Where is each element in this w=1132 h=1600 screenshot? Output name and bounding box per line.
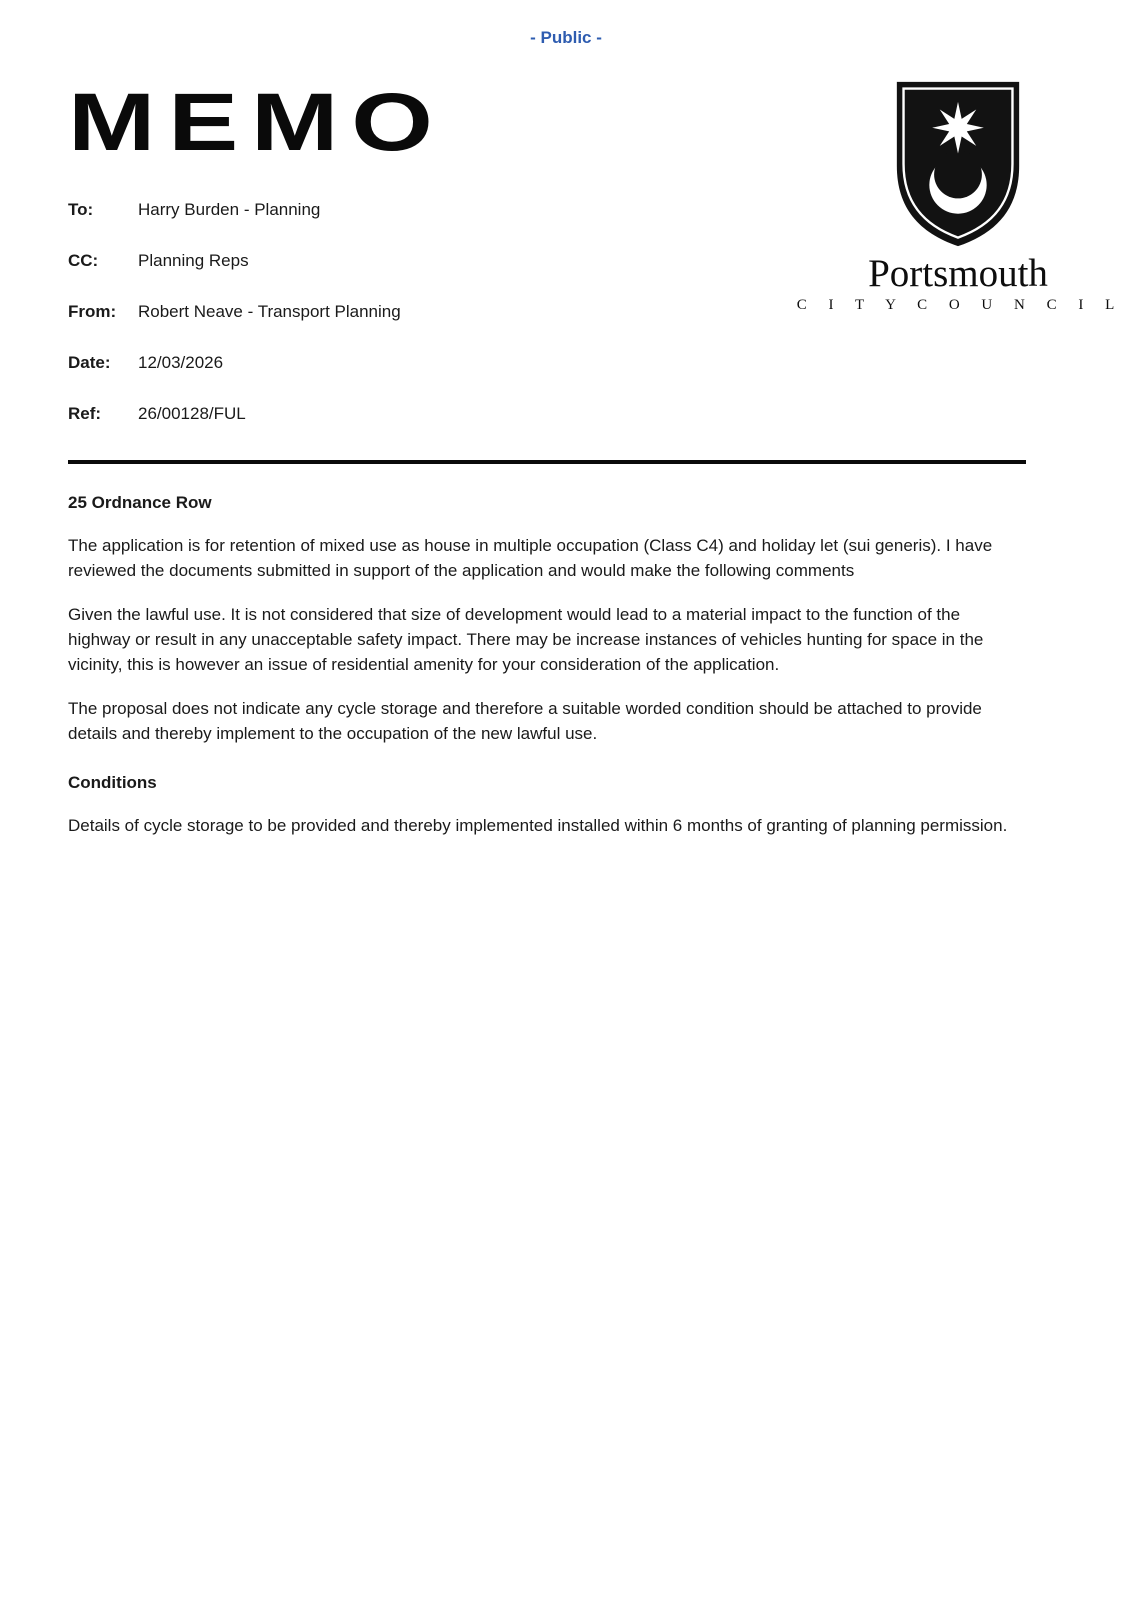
field-label-cc: CC: <box>68 251 99 270</box>
memo-body <box>68 490 1016 838</box>
body-paragraph-3: The proposal does not indicate any cycle storage and therefore a suitable worded condition should be attached to provide details and thereby implement to the occupation of the new lawful use. <box>68 699 982 743</box>
memo-fields <box>68 198 852 426</box>
field-label-from: From: <box>68 302 117 321</box>
classification-label: - Public - <box>530 28 602 47</box>
field-row-ref <box>68 402 852 426</box>
field-value-ref: 26/00128/FUL <box>138 404 246 423</box>
field-row-date <box>68 351 852 375</box>
body-paragraph-1: The application is for retention of mixed use as house in multiple occupation (Class C4) and holiday let (sui generis). I have reviewed the documents submitted in support of the application and would make the following comments <box>68 536 993 580</box>
field-label-ref: Ref: <box>68 404 102 423</box>
field-label-date: Date: <box>68 353 111 372</box>
section-heading-address: 25 Ordnance Row <box>68 493 212 512</box>
field-value-to: Harry Burden - Planning <box>138 200 321 219</box>
field-row-to <box>68 198 852 222</box>
conditions-paragraph: Details of cycle storage to be provided and thereby implemented installed within 6 months of granting of planning permission. <box>68 816 1008 835</box>
field-label-to: To: <box>68 200 94 219</box>
body-paragraph-2: Given the lawful use. It is not considered that size of development would lead to a material impact to the function of the highway or result in any unacceptable safety impact. There may be increase instances of vehicles hunting for space in the vicinity, this is however an issue of residential amenity for your consideration of the application. <box>68 605 984 674</box>
field-value-date: 12/03/2026 <box>138 353 224 372</box>
memo-header <box>68 74 1120 426</box>
memo-header-left <box>68 74 852 426</box>
memo-title: MEMO <box>68 77 446 168</box>
org-name: Portsmouth <box>868 252 1048 295</box>
field-value-from: Robert Neave - Transport Planning <box>138 302 401 321</box>
field-value-cc: Planning Reps <box>138 251 249 270</box>
section-heading-conditions: Conditions <box>68 773 157 792</box>
field-row-from <box>68 300 852 324</box>
divider-rule <box>68 460 1026 464</box>
org-subtitle: C I T Y C O U N C I L <box>796 296 1120 313</box>
field-row-cc <box>68 249 852 273</box>
